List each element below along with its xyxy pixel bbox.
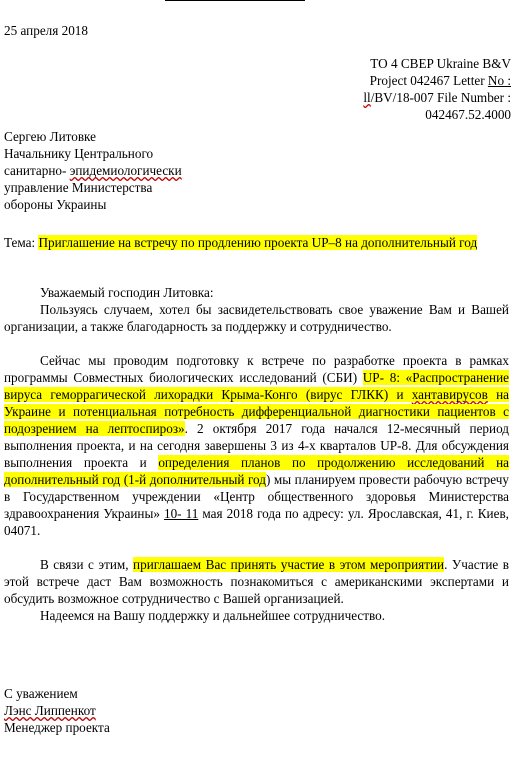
letter-body <box>4 284 509 624</box>
signatory-name: Лэнс Липпенкот <box>4 703 96 718</box>
highlight-project: UP- 8: «Распространение вируса геморрагической лихорадки Крыма-Конго (вирус ГЛКК) и хантавирусов на Украине и потенциальная потребность дифференциальной диагностики пациентов с подозрением на лептоспироз» <box>4 370 509 436</box>
subject-label: Тема: <box>4 235 39 250</box>
addressee-block <box>4 128 264 213</box>
addressee-name: Сергею Литовке <box>4 129 96 144</box>
spellcheck-word: эпидемиологически <box>69 163 182 178</box>
salutation: Уважаемый господин Литовка: <box>40 285 214 300</box>
signatory-title: Менеджер проекта <box>4 720 110 735</box>
paragraph-2: Сейчас мы проводим подготовку к встрече по разработке проекта в рамках программы Совместных биологических исследований (СБИ) UP- 8: «Распространение вируса геморрагической лихорадки Крыма-Конго (вирус ГЛКК) и хантавирусов на Украине и потенциальная потребность дифференциальной диагностики пациентов с подозрением на лептоспироз». 2 октября 2017 года начался 12-месячный период выполнения проекта, и на сегодня завершены 3 из 4-х кварталов UP-8. Для обсуждения выполнения проекта и определения планов по продолжению исследований на дополнительный год (1-й дополнительный год) мы планируем провести рабочую встречу в Государственном учреждении «Центр общественного здоровья Министерства здравоохранения Украины» 10- 11 мая 2018 года по адресу: ул. Ярославская, 41, г. Киев, 04071. <box>4 353 509 538</box>
spellcheck-word: ll <box>363 90 371 105</box>
cropped-header-line <box>165 0 365 3</box>
subject-line <box>4 234 509 251</box>
highlight-plans: определения планов по продолжению исследований на дополнительный год (1-й дополнительный год <box>4 455 509 487</box>
closing-regards: С уважением <box>4 686 78 701</box>
reference-line-4: 042467.52.4000 <box>425 107 511 122</box>
highlight-invitation: приглашаем Вас принять участие в этом мероприятии <box>133 557 445 572</box>
paragraph-4: Надеемся на Вашу поддержку и дальнейшее сотрудничество. <box>40 608 386 623</box>
reference-line-3: ll/BV/18-007 File Number : <box>363 90 511 105</box>
spellcheck-word: хантавирусов <box>411 387 488 402</box>
addressee-line-4: обороны Украины <box>4 197 107 212</box>
reference-block <box>271 55 511 123</box>
paragraph-3: В связи с этим, приглашаем Вас принять участие в этом мероприятии. Участие в этой встрече даст Вам возможность познакомиться с американскими экспертами и обсудить возможное сотрудничество с Вашей организацией. <box>4 557 509 606</box>
paragraph-1: Пользуясь случаем, хотел бы засвидетельствовать свое уважение Вам и Вашей организации, а также благодарность за поддержку и сотрудничество. <box>4 302 509 334</box>
reference-line-2: Project 042467 Letter No : <box>369 73 511 88</box>
letter-number-label: No : <box>487 73 511 88</box>
meeting-dates: 10- 11 <box>163 506 199 521</box>
reference-line-1: ТО 4 CBEP Ukraine B&V <box>370 56 511 71</box>
closing-block <box>4 685 304 736</box>
addressee-line-1: Начальнику Центрального <box>4 146 154 161</box>
addressee-line-3: управление Министерства <box>4 180 153 195</box>
subject-text: Приглашение на встречу по продлению проекта UP–8 на дополнительный год <box>38 235 478 250</box>
letter-date: 25 апреля 2018 <box>4 23 88 38</box>
addressee-line-2: санитарно- эпидемиологически <box>4 163 182 178</box>
